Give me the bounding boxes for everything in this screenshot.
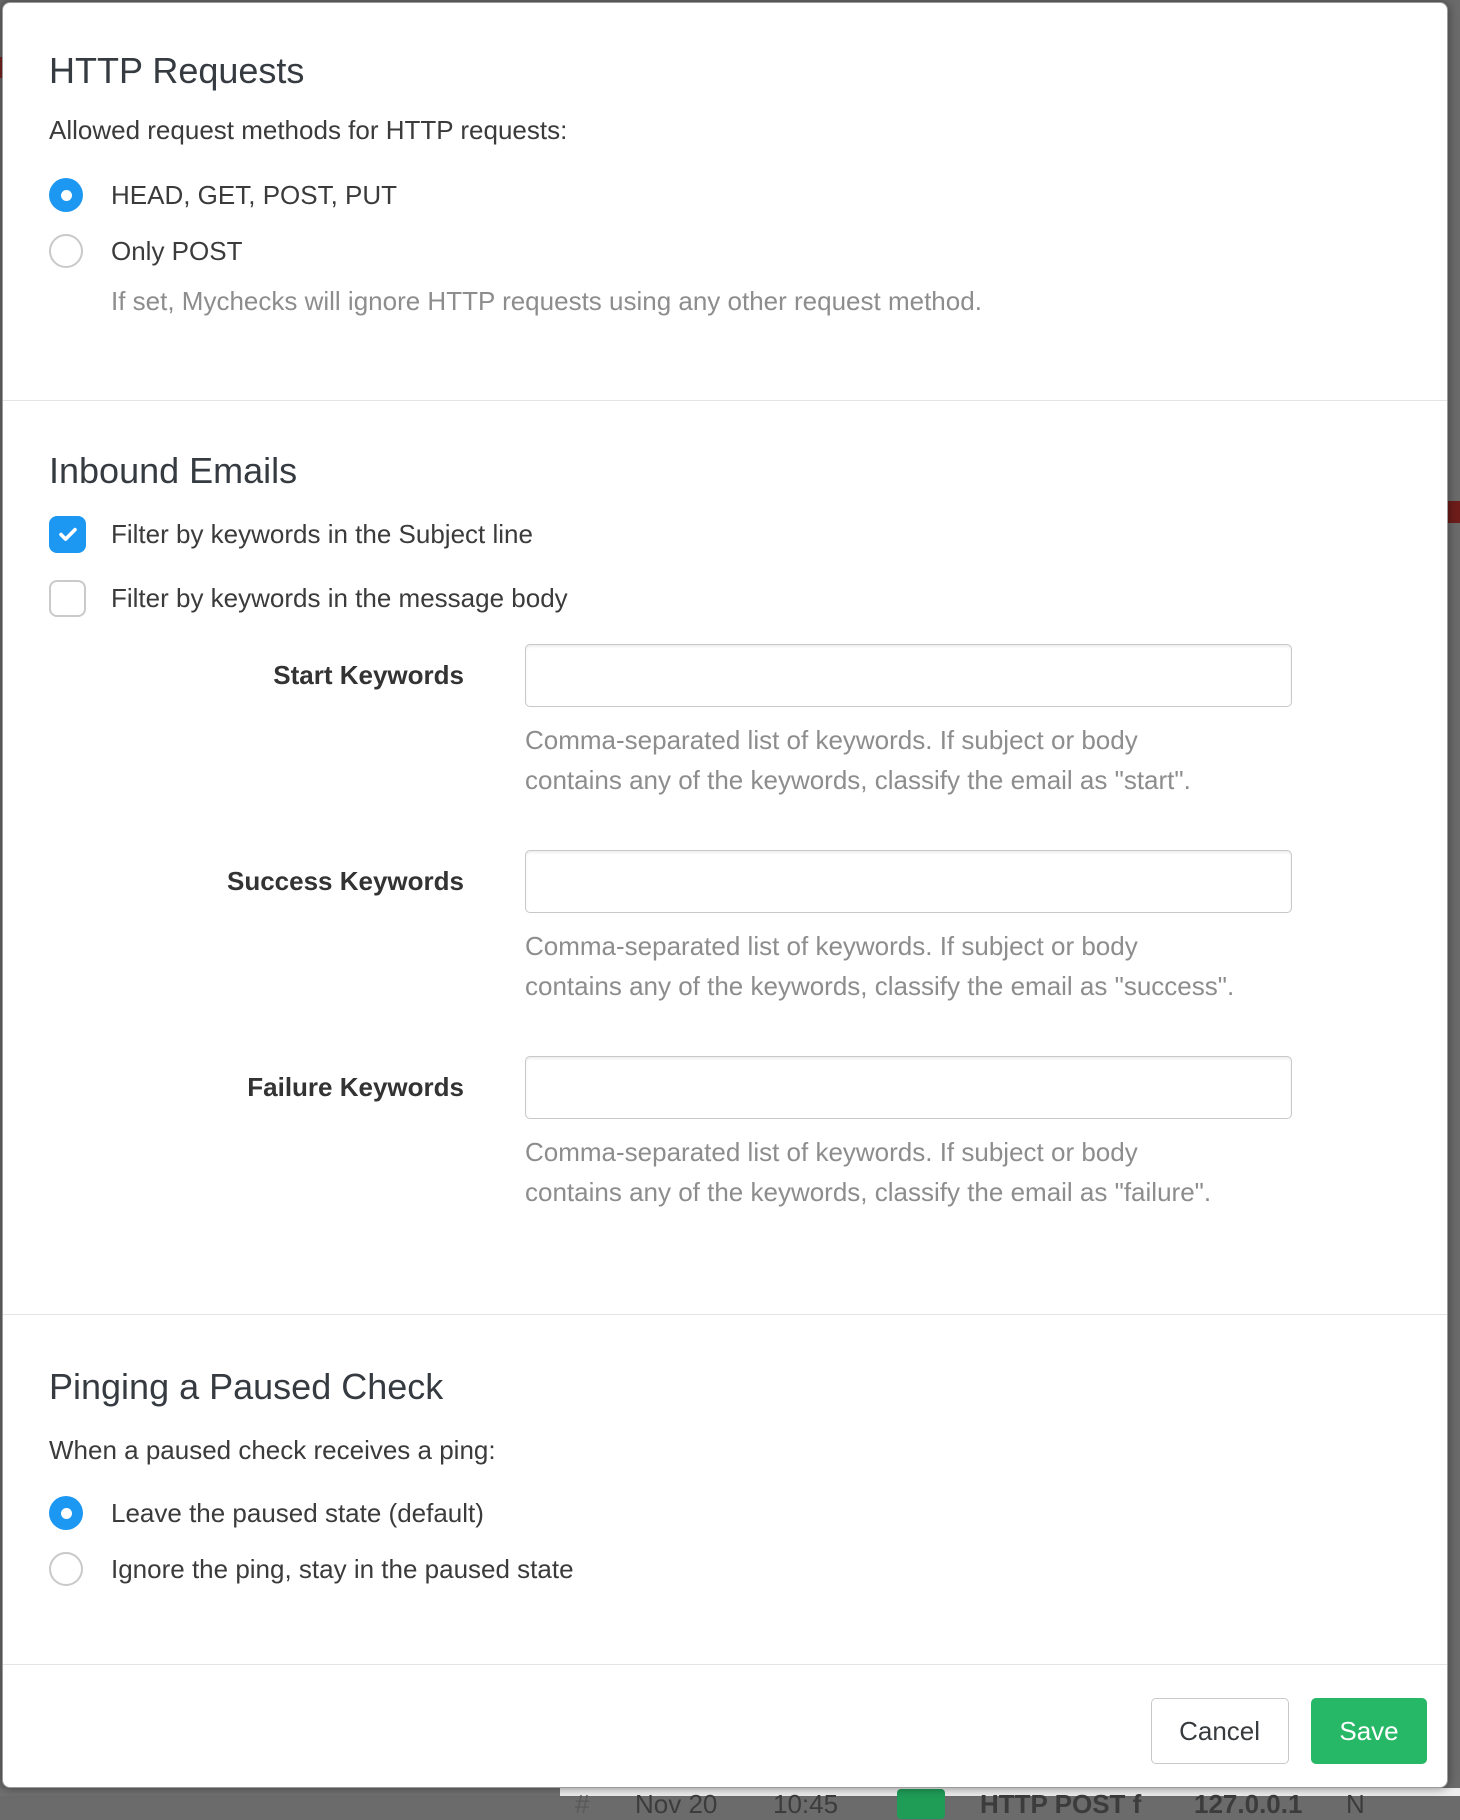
background-log-extra: N — [1346, 1789, 1365, 1819]
radio-option-head-get-post-put[interactable] — [49, 167, 1401, 223]
save-button[interactable]: Save — [1311, 1698, 1427, 1764]
background-status-chip — [897, 1789, 945, 1819]
radio-option-only-post[interactable] — [49, 223, 1401, 279]
dialog-footer — [3, 1665, 1447, 1788]
form-row-failure-keywords — [49, 1056, 1401, 1212]
checkbox-filter-body[interactable] — [49, 570, 1401, 626]
start-keywords-input[interactable] — [525, 644, 1292, 707]
radio-selected-icon[interactable] — [49, 178, 83, 212]
success-keywords-label: Success Keywords — [226, 866, 464, 896]
radio-option-ignore-ping[interactable] — [49, 1541, 1401, 1597]
start-keywords-label: Start Keywords — [273, 660, 464, 690]
background-log-hash: # — [575, 1789, 590, 1819]
background-right-red-mark — [1448, 501, 1460, 523]
section-pinging-paused — [3, 1315, 1447, 1665]
section-title-inbound-emails: Inbound Emails — [49, 450, 298, 491]
checkbox-label: Filter by keywords in the message body — [111, 582, 568, 613]
section-title-http-requests: HTTP Requests — [49, 50, 305, 91]
checkbox-unchecked-icon[interactable] — [49, 580, 86, 617]
failure-keywords-help — [525, 1132, 1315, 1212]
http-requests-intro: Allowed request methods for HTTP requests: — [49, 115, 568, 145]
radio-option-label: Ignore the ping, stay in the paused state — [111, 1553, 574, 1584]
failure-keywords-input[interactable] — [525, 1056, 1292, 1119]
radio-option-leave-paused[interactable] — [49, 1485, 1401, 1541]
checkbox-filter-subject[interactable] — [49, 506, 1401, 562]
section-title-pinging-paused: Pinging a Paused Check — [49, 1366, 444, 1407]
success-keywords-input[interactable] — [525, 850, 1292, 913]
checkbox-label: Filter by keywords in the Subject line — [111, 518, 533, 549]
check-settings-dialog — [2, 2, 1448, 1788]
radio-option-label: Leave the paused state (default) — [111, 1497, 484, 1528]
form-row-success-keywords — [49, 850, 1401, 1006]
checkbox-checked-icon[interactable] — [49, 516, 86, 553]
form-row-start-keywords — [49, 644, 1401, 800]
failure-keywords-label: Failure Keywords — [247, 1072, 464, 1102]
checkmark-icon — [56, 522, 80, 546]
modal-shadow-strip — [0, 1788, 560, 1796]
background-log-row — [0, 1788, 1460, 1819]
radio-selected-icon[interactable] — [49, 1496, 83, 1530]
background-log-time: 10:45 — [773, 1789, 839, 1819]
help-line: contains any of the keywords, classify the email as "failure". — [525, 1177, 1212, 1207]
background-log-method: HTTP POST f — [980, 1789, 1142, 1819]
radio-unselected-icon[interactable] — [49, 234, 83, 268]
background-log-ip: 127.0.0.1 — [1194, 1789, 1303, 1819]
help-line: Comma-separated list of keywords. If subject or body — [525, 725, 1138, 755]
success-keywords-help — [525, 926, 1315, 1006]
help-line: contains any of the keywords, classify the email as "start". — [525, 765, 1191, 795]
help-line: Comma-separated list of keywords. If subject or body — [525, 931, 1138, 961]
pinging-paused-intro: When a paused check receives a ping: — [49, 1435, 496, 1465]
help-line: contains any of the keywords, classify the email as "success". — [525, 971, 1235, 1001]
section-http-requests — [3, 3, 1447, 401]
background-log-date: Nov 20 — [635, 1789, 718, 1819]
radio-unselected-icon[interactable] — [49, 1552, 83, 1586]
start-keywords-help — [525, 720, 1315, 800]
only-post-help-text: If set, Mychecks will ignore HTTP requests using any other request method. — [111, 286, 982, 316]
help-line: Comma-separated list of keywords. If subject or body — [525, 1137, 1138, 1167]
radio-option-label: HEAD, GET, POST, PUT — [111, 179, 398, 210]
cancel-button[interactable]: Cancel — [1151, 1698, 1289, 1764]
radio-option-label: Only POST — [111, 235, 243, 266]
section-inbound-emails — [3, 401, 1447, 1315]
